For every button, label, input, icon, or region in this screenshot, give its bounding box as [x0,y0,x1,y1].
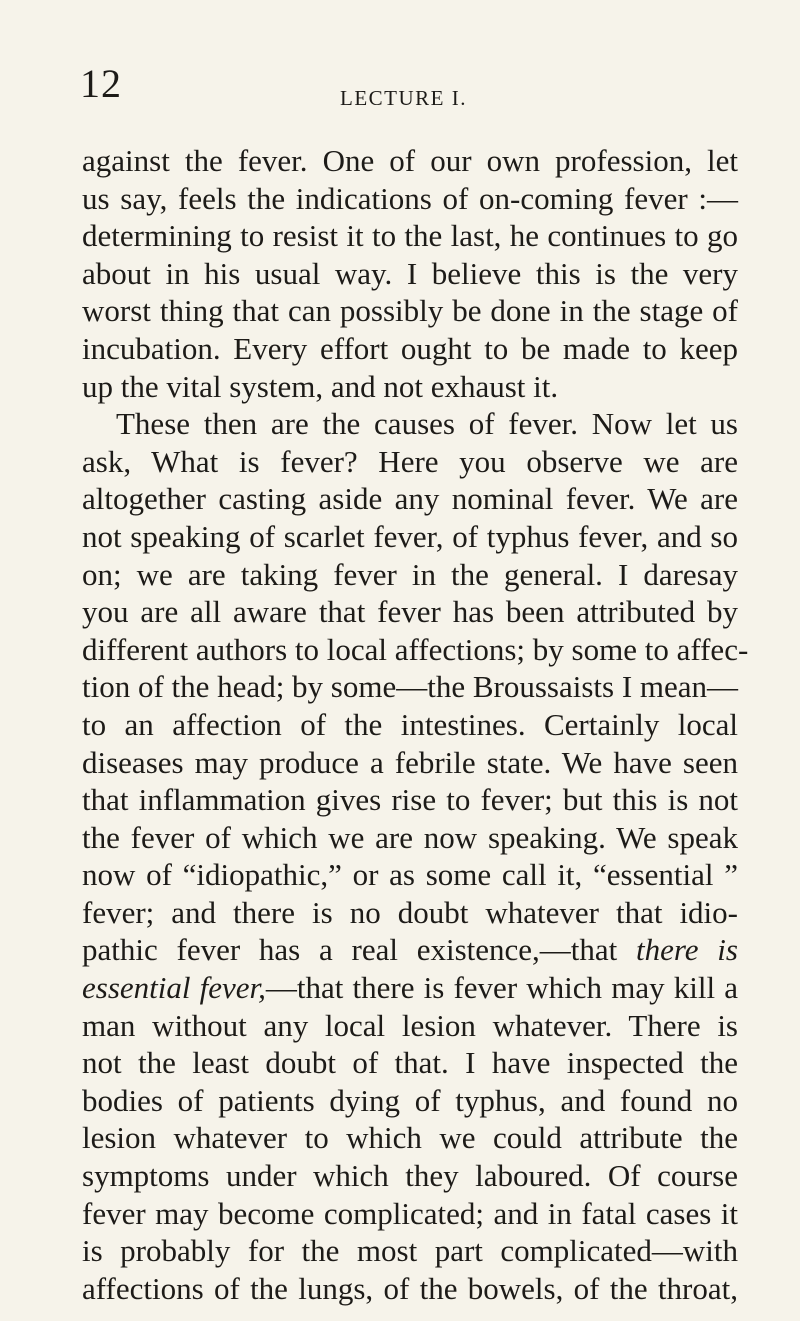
text-line: about in his usual way. I believe this is the very [82,255,738,291]
text-line: lesion whatever to which we could attribute the [82,1120,738,1156]
text-line: worst thing that can possibly be done in the stage of [82,293,738,329]
text-line: up the vital system, and not exhaust it. [82,368,559,404]
text-line: now of “idiopathic,” or as some call it, “essential ” [82,857,738,893]
text-line: the fever of which we are now speaking. We speak [82,819,738,855]
text-line: altogether casting aside any nominal fever. We are [82,481,738,517]
page-number: 12 [80,61,122,106]
text-line: fever; and there is no doubt whatever that idio- [82,894,738,930]
text-segment: pathic fever has a real existence,—that [82,932,618,968]
body-text [82,142,749,1307]
text-line: you are all aware that fever has been attributed by [82,594,738,630]
text-line: is probably for the most part complicated—with [82,1233,738,1269]
text-line: different authors to local affections; by some to affec- [82,631,749,667]
text-line: determining to resist it to the last, he continues to go [82,218,738,254]
text-line: to an affection of the intestines. Certainly local [82,706,738,742]
text-line: These then are the causes of fever. Now let us [116,406,738,442]
text-line-mixed [82,931,738,969]
text-line: fever may become complicated; and in fatal cases it [82,1195,738,1231]
text-line: us say, feels the indications of on-coming fever :— [82,180,738,216]
text-line: diseases may produce a febrile state. We have seen [82,744,738,780]
text-segment: —that there is fever which may kill a [265,970,738,1006]
italic-segment: essential fever, [82,970,266,1006]
text-line: on; we are taking fever in the general. I daresay [82,556,738,592]
running-head: LECTURE I. [340,86,467,110]
text-line: against the fever. One of our own profession, let [82,143,738,178]
text-line: that inflammation gives rise to fever; but this is not [82,782,738,818]
text-line: incubation. Every effort ought to be made to keep [82,330,738,366]
text-line: bodies of patients dying of typhus, and found no [82,1082,738,1118]
italic-segment: there is [636,932,738,968]
text-line: man without any local lesion whatever. There is [82,1007,738,1043]
text-line: tion of the head; by some—the Broussaists I mean— [82,669,739,705]
text-line: affections of the lungs, of the bowels, of the throat, [82,1270,738,1306]
text-line: ask, What is fever? Here you observe we are [82,443,738,479]
text-line: symptoms under which they laboured. Of course [82,1158,738,1194]
text-line-mixed [82,969,738,1007]
text-line: not speaking of scarlet fever, of typhus fever, and so [82,518,738,554]
text-line: not the least doubt of that. I have inspected the [82,1045,738,1081]
